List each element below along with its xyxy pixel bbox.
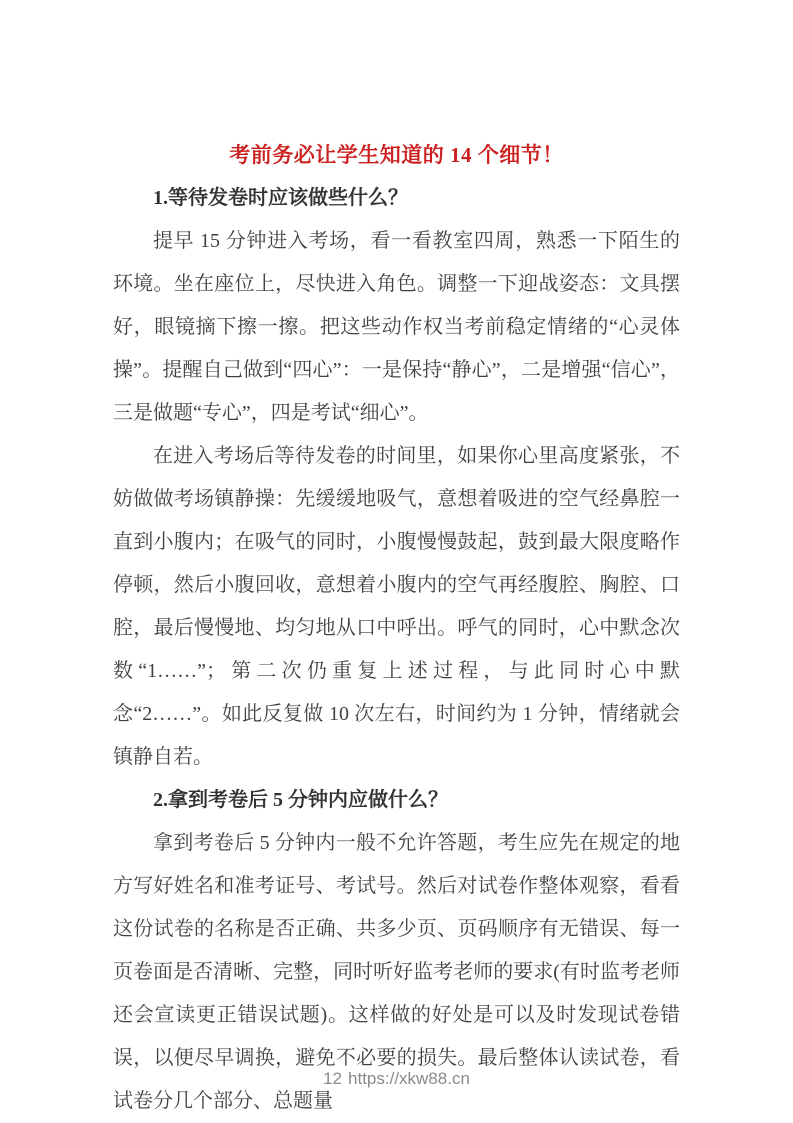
section-2-heading: 2.拿到考卷后 5 分钟内应做什么？ (153, 789, 448, 811)
document-title: 考前务必让学生知道的 14 个细节！ (229, 143, 564, 167)
page-number: 12 (323, 1069, 343, 1088)
section-1-heading: 1.等待发卷时应该做些什么？ (153, 187, 408, 209)
document-page (113, 0, 680, 1123)
paragraph: 在进入考场后等待发卷的时间里，如果你心里高度紧张，不妨做做考场镇静操：先缓缓地吸气，意想着吸进的空气经鼻腔一直到小腹内；在吸气的同时，小腹慢慢鼓起，鼓到最大限度略作停顿，然后小腹回收，意想着小腹内的空气再经腹腔、胸腔、口腔，最后慢慢地、均匀地从口中呼出。呼气的同时，心中默念次数“1……”；第二次仍重复上述过程，与此同时心中默念“2……”。如此反复做 10 次左右，时间约为 1 分钟，情绪就会镇静自若。 (113, 445, 680, 768)
paragraph: 拿到考卷后 5 分钟内一般不允许答题，考生应先在规定的地方写好姓名和准考证号、考试号。然后对试卷作整体观察，看看这份试卷的名称是否正确、共多少页、页码顺序有无错误、每一页卷面是否清晰、完整，同时听好监考老师的要求(有时监考老师还会宣读更正错误试题)。这样做的好处是可以及时发现试卷错误，以便尽早调换，避免不必要的损失。最后整体认读试卷，看试卷分几个部分、总题量 (113, 832, 680, 1112)
footer-url[interactable]: https://xkw88.cn (348, 1069, 470, 1088)
paragraph: 提早 15 分钟进入考场，看一看教室四周，熟悉一下陌生的环境。坐在座位上，尽快进入角色。调整一下迎战姿态：文具摆好，眼镜摘下擦一擦。把这些动作权当考前稳定情绪的“心灵体操”。提醒自己做到“四心”：一是保持“静心”，二是增强“信心”，三是做题“专心”，四是考试“细心”。 (113, 230, 680, 424)
page-footer (0, 1068, 793, 1090)
